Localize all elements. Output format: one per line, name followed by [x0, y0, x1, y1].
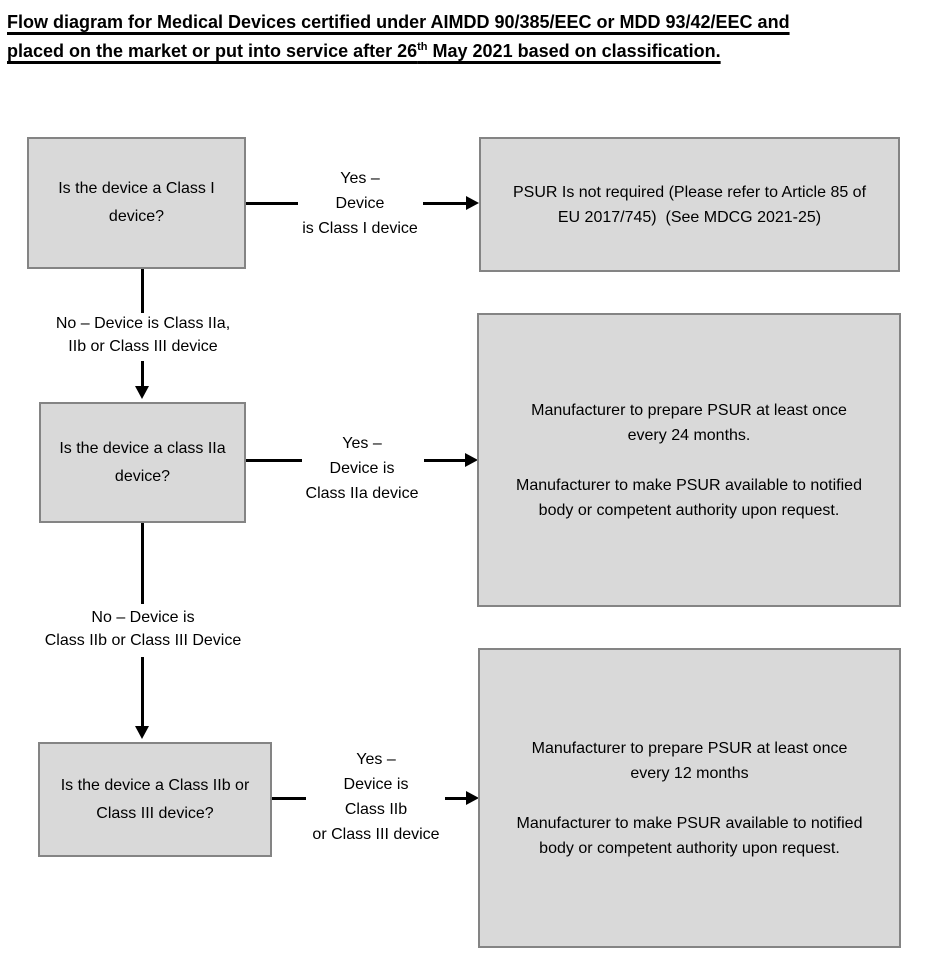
yes-label-class-iia [292, 431, 432, 506]
yes-label-line: Device is [343, 776, 409, 793]
result-text-line: every 24 months. [627, 426, 751, 444]
yes-label-line: Device [335, 195, 385, 212]
result-text-line: body or competent authority upon request. [538, 501, 840, 519]
result-text-line: Manufacturer to prepare PSUR at least once [531, 401, 847, 419]
question-box-class-iia [39, 402, 246, 523]
question-text-line: Is the device a Class I [58, 180, 215, 197]
yes-label-line: Yes – [340, 170, 380, 187]
arrow-yes2-line-right [424, 459, 466, 462]
yes-label-line: or Class III device [312, 826, 440, 843]
question-text-line: Is the device a class IIa [59, 439, 226, 457]
arrow-yes1-line-left [246, 202, 298, 205]
page-title [7, 8, 935, 66]
question-text-line: device? [108, 208, 165, 225]
result-text-line: every 12 months [630, 764, 749, 782]
page-title-line-1: Flow diagram for Medical Devices certified under AIMDD 90/385/EEC or MDD 93/42/EEC and [7, 12, 790, 32]
result-text-line: Manufacturer to make PSUR available to notified [516, 476, 862, 494]
arrow-no1-line-upper [141, 269, 144, 313]
question-text-line: Is the device a Class IIb or [60, 776, 250, 794]
page-title-line-2-rest: May 2021 based on classification. [427, 41, 721, 61]
result-box-psur-24-months [477, 313, 901, 607]
result-text-line: body or competent authority upon request. [539, 839, 840, 857]
yes-label-class-i [290, 166, 430, 241]
arrow-yes3-line-right [445, 797, 467, 800]
arrow-yes3-line-left [272, 797, 306, 800]
yes-label-line: Device is [329, 460, 395, 477]
result-text-line: PSUR Is not required (Please refer to Article 85 of [512, 183, 867, 201]
yes-label-line: is Class I device [302, 220, 418, 237]
result-box-psur-not-required [479, 137, 900, 272]
no-label-class-iia-iib-iii [23, 312, 263, 358]
no-label-class-iib-iii [20, 606, 266, 652]
no-label-line: Class IIb or Class III Device [44, 632, 242, 649]
arrow-no1-arrowhead-icon [135, 386, 149, 399]
question-box-class-i [27, 137, 246, 269]
page-title-line-2-text: placed on the market or put into service after 26 [7, 41, 418, 61]
question-text-line: device? [114, 467, 171, 485]
arrow-yes1-arrowhead-icon [466, 196, 479, 210]
page-title-superscript: th [417, 41, 428, 53]
result-text-line: Manufacturer to prepare PSUR at least once [531, 739, 848, 757]
result-text-line: EU 2017/745) (See MDCG 2021-25) [557, 208, 822, 226]
no-label-line: No – Device is [91, 609, 195, 626]
arrow-no2-line-lower [141, 657, 144, 727]
no-label-line: No – Device is Class IIa, [55, 315, 231, 332]
arrow-yes1-line-right [423, 202, 467, 205]
yes-label-line: Yes – [342, 435, 382, 452]
arrow-no1-line-lower [141, 361, 144, 387]
no-label-line: IIb or Class III device [68, 338, 218, 355]
question-text-line: Class III device? [96, 804, 214, 822]
arrow-no2-arrowhead-icon [135, 726, 149, 739]
page-title-line-2 [7, 37, 935, 66]
arrow-no2-line-upper [141, 523, 144, 604]
result-box-psur-12-months [478, 648, 901, 948]
arrow-yes2-line-left [246, 459, 302, 462]
yes-label-line: Yes – [356, 751, 396, 768]
yes-label-line: Class IIb [344, 801, 408, 818]
question-box-class-iib-iii [38, 742, 272, 857]
yes-label-line: Class IIa device [305, 485, 419, 502]
result-text-line: Manufacturer to make PSUR available to notified [516, 814, 863, 832]
yes-label-class-iib-iii [305, 747, 447, 847]
